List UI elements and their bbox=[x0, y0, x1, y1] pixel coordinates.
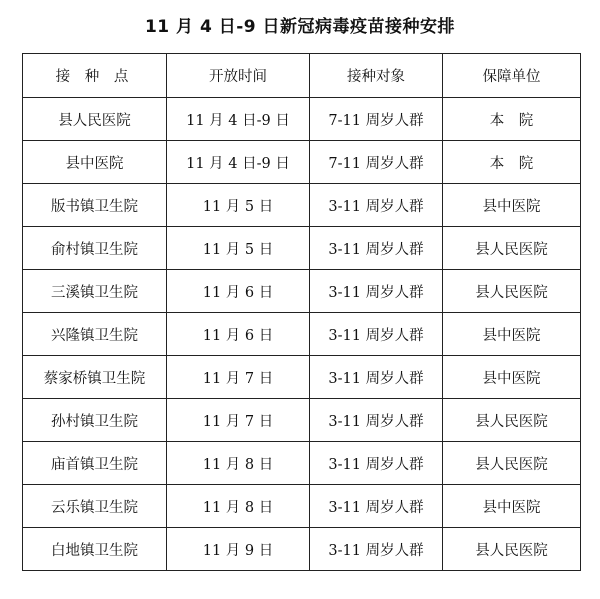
table-row bbox=[23, 485, 581, 528]
cell-target-group: 3-11 周岁人群 bbox=[310, 442, 443, 485]
cell-support-unit: 本 院 bbox=[443, 141, 581, 184]
cell-opening-time: 11 月 4 日-9 日 bbox=[167, 98, 310, 141]
cell-vaccination-site: 版书镇卫生院 bbox=[23, 184, 167, 227]
cell-support-unit: 县人民医院 bbox=[443, 528, 581, 571]
cell-opening-time: 11 月 8 日 bbox=[167, 442, 310, 485]
cell-target-group: 3-11 周岁人群 bbox=[310, 313, 443, 356]
table-row bbox=[23, 442, 581, 485]
table-row bbox=[23, 227, 581, 270]
cell-vaccination-site: 云乐镇卫生院 bbox=[23, 485, 167, 528]
cell-target-group: 3-11 周岁人群 bbox=[310, 399, 443, 442]
cell-support-unit: 县中医院 bbox=[443, 184, 581, 227]
table-row bbox=[23, 356, 581, 399]
cell-vaccination-site: 庙首镇卫生院 bbox=[23, 442, 167, 485]
header-target-group: 接种对象 bbox=[310, 54, 443, 98]
vaccination-schedule-table bbox=[22, 53, 581, 571]
cell-opening-time: 11 月 6 日 bbox=[167, 313, 310, 356]
cell-vaccination-site: 县中医院 bbox=[23, 141, 167, 184]
cell-support-unit: 县中医院 bbox=[443, 485, 581, 528]
table-row bbox=[23, 98, 581, 141]
table-row bbox=[23, 399, 581, 442]
cell-target-group: 3-11 周岁人群 bbox=[310, 270, 443, 313]
cell-vaccination-site: 俞村镇卫生院 bbox=[23, 227, 167, 270]
cell-support-unit: 县人民医院 bbox=[443, 270, 581, 313]
table-row bbox=[23, 184, 581, 227]
table-row bbox=[23, 270, 581, 313]
cell-vaccination-site: 三溪镇卫生院 bbox=[23, 270, 167, 313]
cell-opening-time: 11 月 8 日 bbox=[167, 485, 310, 528]
cell-support-unit: 县中医院 bbox=[443, 356, 581, 399]
cell-vaccination-site: 县人民医院 bbox=[23, 98, 167, 141]
cell-target-group: 3-11 周岁人群 bbox=[310, 184, 443, 227]
cell-opening-time: 11 月 6 日 bbox=[167, 270, 310, 313]
cell-opening-time: 11 月 7 日 bbox=[167, 399, 310, 442]
cell-vaccination-site: 蔡家桥镇卫生院 bbox=[23, 356, 167, 399]
cell-opening-time: 11 月 9 日 bbox=[167, 528, 310, 571]
cell-opening-time: 11 月 5 日 bbox=[167, 227, 310, 270]
cell-target-group: 3-11 周岁人群 bbox=[310, 528, 443, 571]
cell-opening-time: 11 月 7 日 bbox=[167, 356, 310, 399]
header-vaccination-site: 接 种 点 bbox=[23, 54, 167, 98]
cell-target-group: 3-11 周岁人群 bbox=[310, 356, 443, 399]
cell-support-unit: 县中医院 bbox=[443, 313, 581, 356]
cell-support-unit: 本 院 bbox=[443, 98, 581, 141]
cell-support-unit: 县人民医院 bbox=[443, 227, 581, 270]
cell-target-group: 7-11 周岁人群 bbox=[310, 98, 443, 141]
cell-opening-time: 11 月 5 日 bbox=[167, 184, 310, 227]
cell-target-group: 3-11 周岁人群 bbox=[310, 485, 443, 528]
cell-opening-time: 11 月 4 日-9 日 bbox=[167, 141, 310, 184]
cell-target-group: 3-11 周岁人群 bbox=[310, 227, 443, 270]
header-opening-time: 开放时间 bbox=[167, 54, 310, 98]
cell-target-group: 7-11 周岁人群 bbox=[310, 141, 443, 184]
cell-vaccination-site: 兴隆镇卫生院 bbox=[23, 313, 167, 356]
header-support-unit: 保障单位 bbox=[443, 54, 581, 98]
table-body bbox=[23, 98, 581, 571]
cell-support-unit: 县人民医院 bbox=[443, 399, 581, 442]
table-row bbox=[23, 141, 581, 184]
table-header-row bbox=[23, 54, 581, 98]
table-row bbox=[23, 313, 581, 356]
cell-support-unit: 县人民医院 bbox=[443, 442, 581, 485]
page-title: 11 月 4 日-9 日新冠病毒疫苗接种安排 bbox=[144, 17, 456, 37]
cell-vaccination-site: 白地镇卫生院 bbox=[23, 528, 167, 571]
cell-vaccination-site: 孙村镇卫生院 bbox=[23, 399, 167, 442]
table-row bbox=[23, 528, 581, 571]
